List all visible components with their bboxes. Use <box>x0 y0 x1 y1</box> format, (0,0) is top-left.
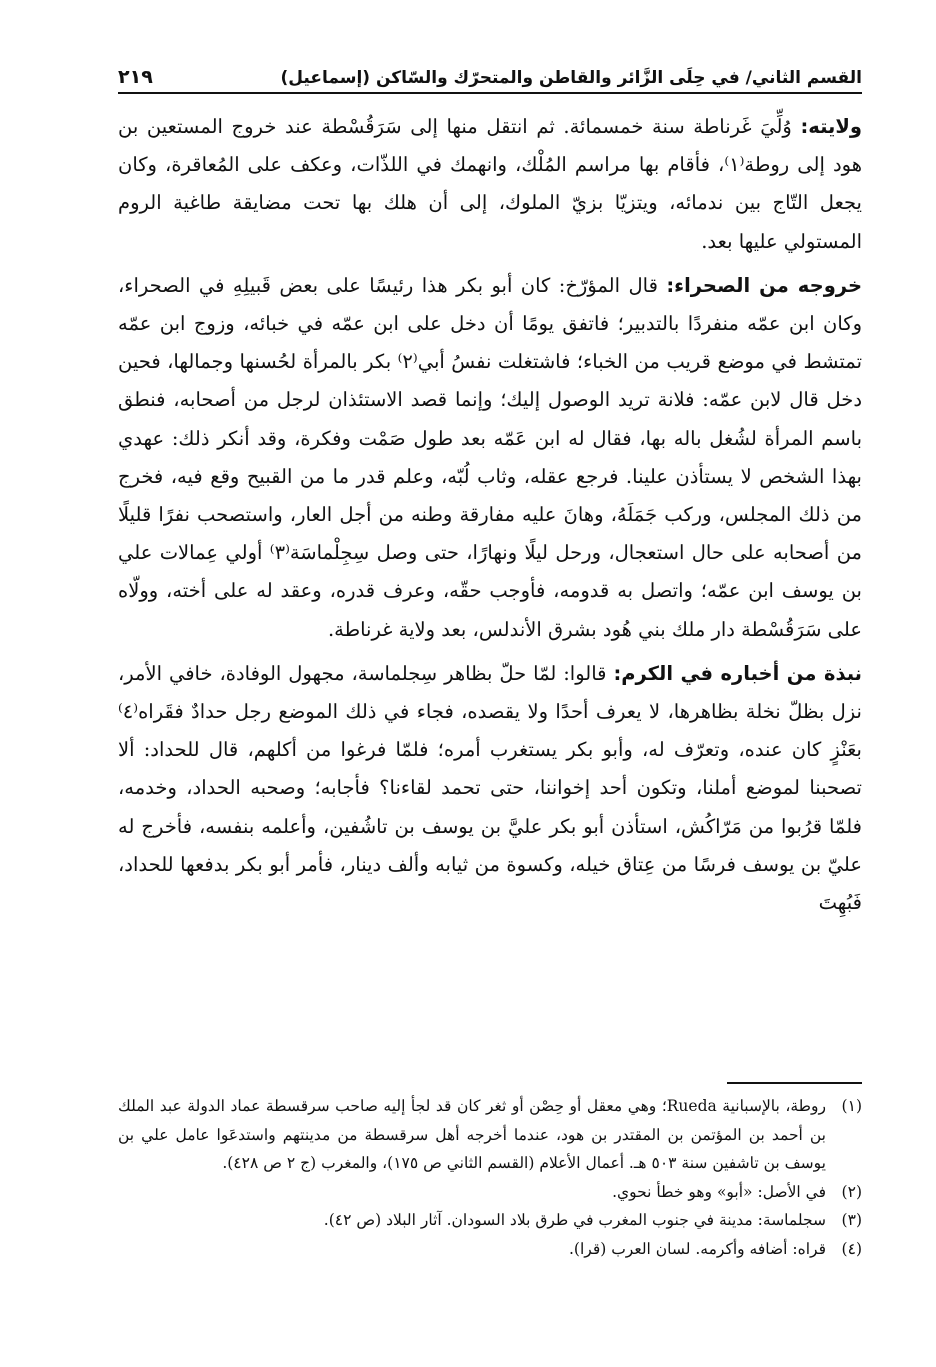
paragraph-karam <box>118 655 862 922</box>
footnote-number: (١) <box>841 1097 862 1115</box>
paragraph-text: قال المؤرّخ: كان أبو بكر هذا رئيسًا على بعض قَبيلِهِ في الصحراء، وكان ابن عمّه منفردًا بالتدبير؛ فاتفق يومًا أن دخل على ابن عمّه في خبائه، وزوج ابن عمّه تمتشط في موضع قريب من الخباء؛ فاشتغلت نفسُ أبي⁽٢⁾ بكر بالمرأة لحُسنها وجمالها، فحين دخل قال لابن عمّه: فلانة تريد الوصول إليك؛ وإنما قصد الاستئذان لرجل من أصحابه، فنطق باسم المرأة لشُغل باله بها، فقال له ابن عَمّه بعد طول صَمْت وفكرة، وقد أنكر ذلك: عهدي بهذا الشخص لا يستأذن علينا. فرجع عقله، وثاب لُبّه، وعلم قدر ما من القبيح وقع فيه، فخرج من ذلك المجلس، وركب جَمَلَهُ، وهانَ عليه مفارقة وطنه من أجل العار، واستصحب نفرًا قليلًا من أصحابه على حال استعجال، ورحل ليلًا ونهارًا، حتى وصل سِجِلْماسَة⁽٣⁾ أولي عِمالات علي بن يوسف ابن عمّه؛ واتصل به قدومه، فأوجب حقّه، وعرف قدره، وعقد له على أخته، وولّاه على سَرَقُسْطة دار ملك بني هُود بشرق الأندلس، بعد ولاية غرناطة. <box>118 273 862 641</box>
footnote-text: قراه: أضافه وأكرمه. لسان العرب (قرا). <box>568 1239 826 1258</box>
footnote-number: (٢) <box>841 1182 862 1201</box>
footnote-item <box>118 1092 862 1178</box>
paragraph-heading: نبذة من أخباره في الكرم: <box>613 661 863 685</box>
running-title: القسم الثاني/ في حِلَى الزَّائر والقاطن والمتحرّك والسّاكن (إسماعيل) <box>280 68 862 88</box>
page-number: ٢١٩ <box>118 66 153 88</box>
footnote-number: (٣) <box>841 1211 862 1229</box>
paragraph-heading: خروجه من الصحراء: <box>666 273 862 297</box>
running-header <box>118 56 862 94</box>
paragraph-wilayatuh <box>118 108 862 261</box>
paragraph-khurujuh <box>118 267 862 649</box>
footnote-text: روطة، بالإسبانية Rueda؛ وهي معقل أو حِصْن أو ثغر كان قد لجأ إليه صاحب سرقسطة عماد الدولة عبد الملك بن أحمد بن المؤتمن بن المقتدر بن هود، عندما أخرجه أهل سرقسطة من مدينتهم واستدعَوا عامل علي بن يوسف بن تاشفين سنة ٥٠٣ هـ. أعمال الأعلام (القسم الثاني ص ١٧٥)، والمغرب (ج ٢ ص ٤٢٨). <box>118 1097 826 1172</box>
footnote-text: سجلماسة: مدينة في جنوب المغرب في طرق بلاد السودان. آثار البلاد (ص ٤٢). <box>323 1211 826 1229</box>
footnote-item <box>118 1178 862 1207</box>
paragraph-text: قالوا: لمّا حلّ بظاهر سِجلماسة، مجهول الوفادة، خافي الأمر، نزل بظلّ نخلة بظاهرها، لا يعرف أحدًا ولا يقصده، فجاء في ذلك الموضع رجل حدادٌ فقَراه⁽٤⁾ بعَنْزٍ كان عنده، وتعرّف له، وأبو بكر يستغرب أمره؛ فلمّا فرغوا من أكلهم، قال للحداد: ألا تصحبنا لموضع أملنا، وتكون أحد إخواننا، حتى تحمد لقاءنا؟ فأجابه؛ وصحبه الحداد، وخدمه، فلمّا قرُبوا من مَرّاكُش، استأذن أبو بكر عليَّ بن يوسف بن تاشُفين، وأعلمه بنفسه، فأخرج له عليّ بن يوسف فرسًا من عِتاق خيله، وكسوة من ثيابه وألف دينار، فأمر أبو بكر بدفعها للحداد، فَبُهِتَ <box>118 661 862 915</box>
main-text <box>118 108 862 922</box>
footnote-item <box>118 1206 862 1235</box>
paragraph-text: وُلِّيَ غَرناطة سنة خمسمائة. ثم انتقل منها إلى سَرَقُسْطة عند خروج المستعين بن هود إلى روطة⁽١⁾، فأقام بها مراسم المُلْك، وانهمك في اللذّات، وعكف على المُعاقرة، وكان يجعل التّاج بين ندمائه، ويتزيّا بزيّ الملوك، إلى أن هلك بها تحت مضايقة طاغية الروم المستولي عليها بعد. <box>118 115 863 253</box>
paragraph-heading: ولايته: <box>800 115 862 138</box>
book-page <box>118 56 862 1336</box>
footnotes <box>118 1092 862 1263</box>
footnote-text: في الأصل: «أبو» وهو خطأ نحوي. <box>612 1182 826 1201</box>
footnote-item <box>118 1235 862 1264</box>
footnote-number: (٤) <box>841 1239 862 1258</box>
